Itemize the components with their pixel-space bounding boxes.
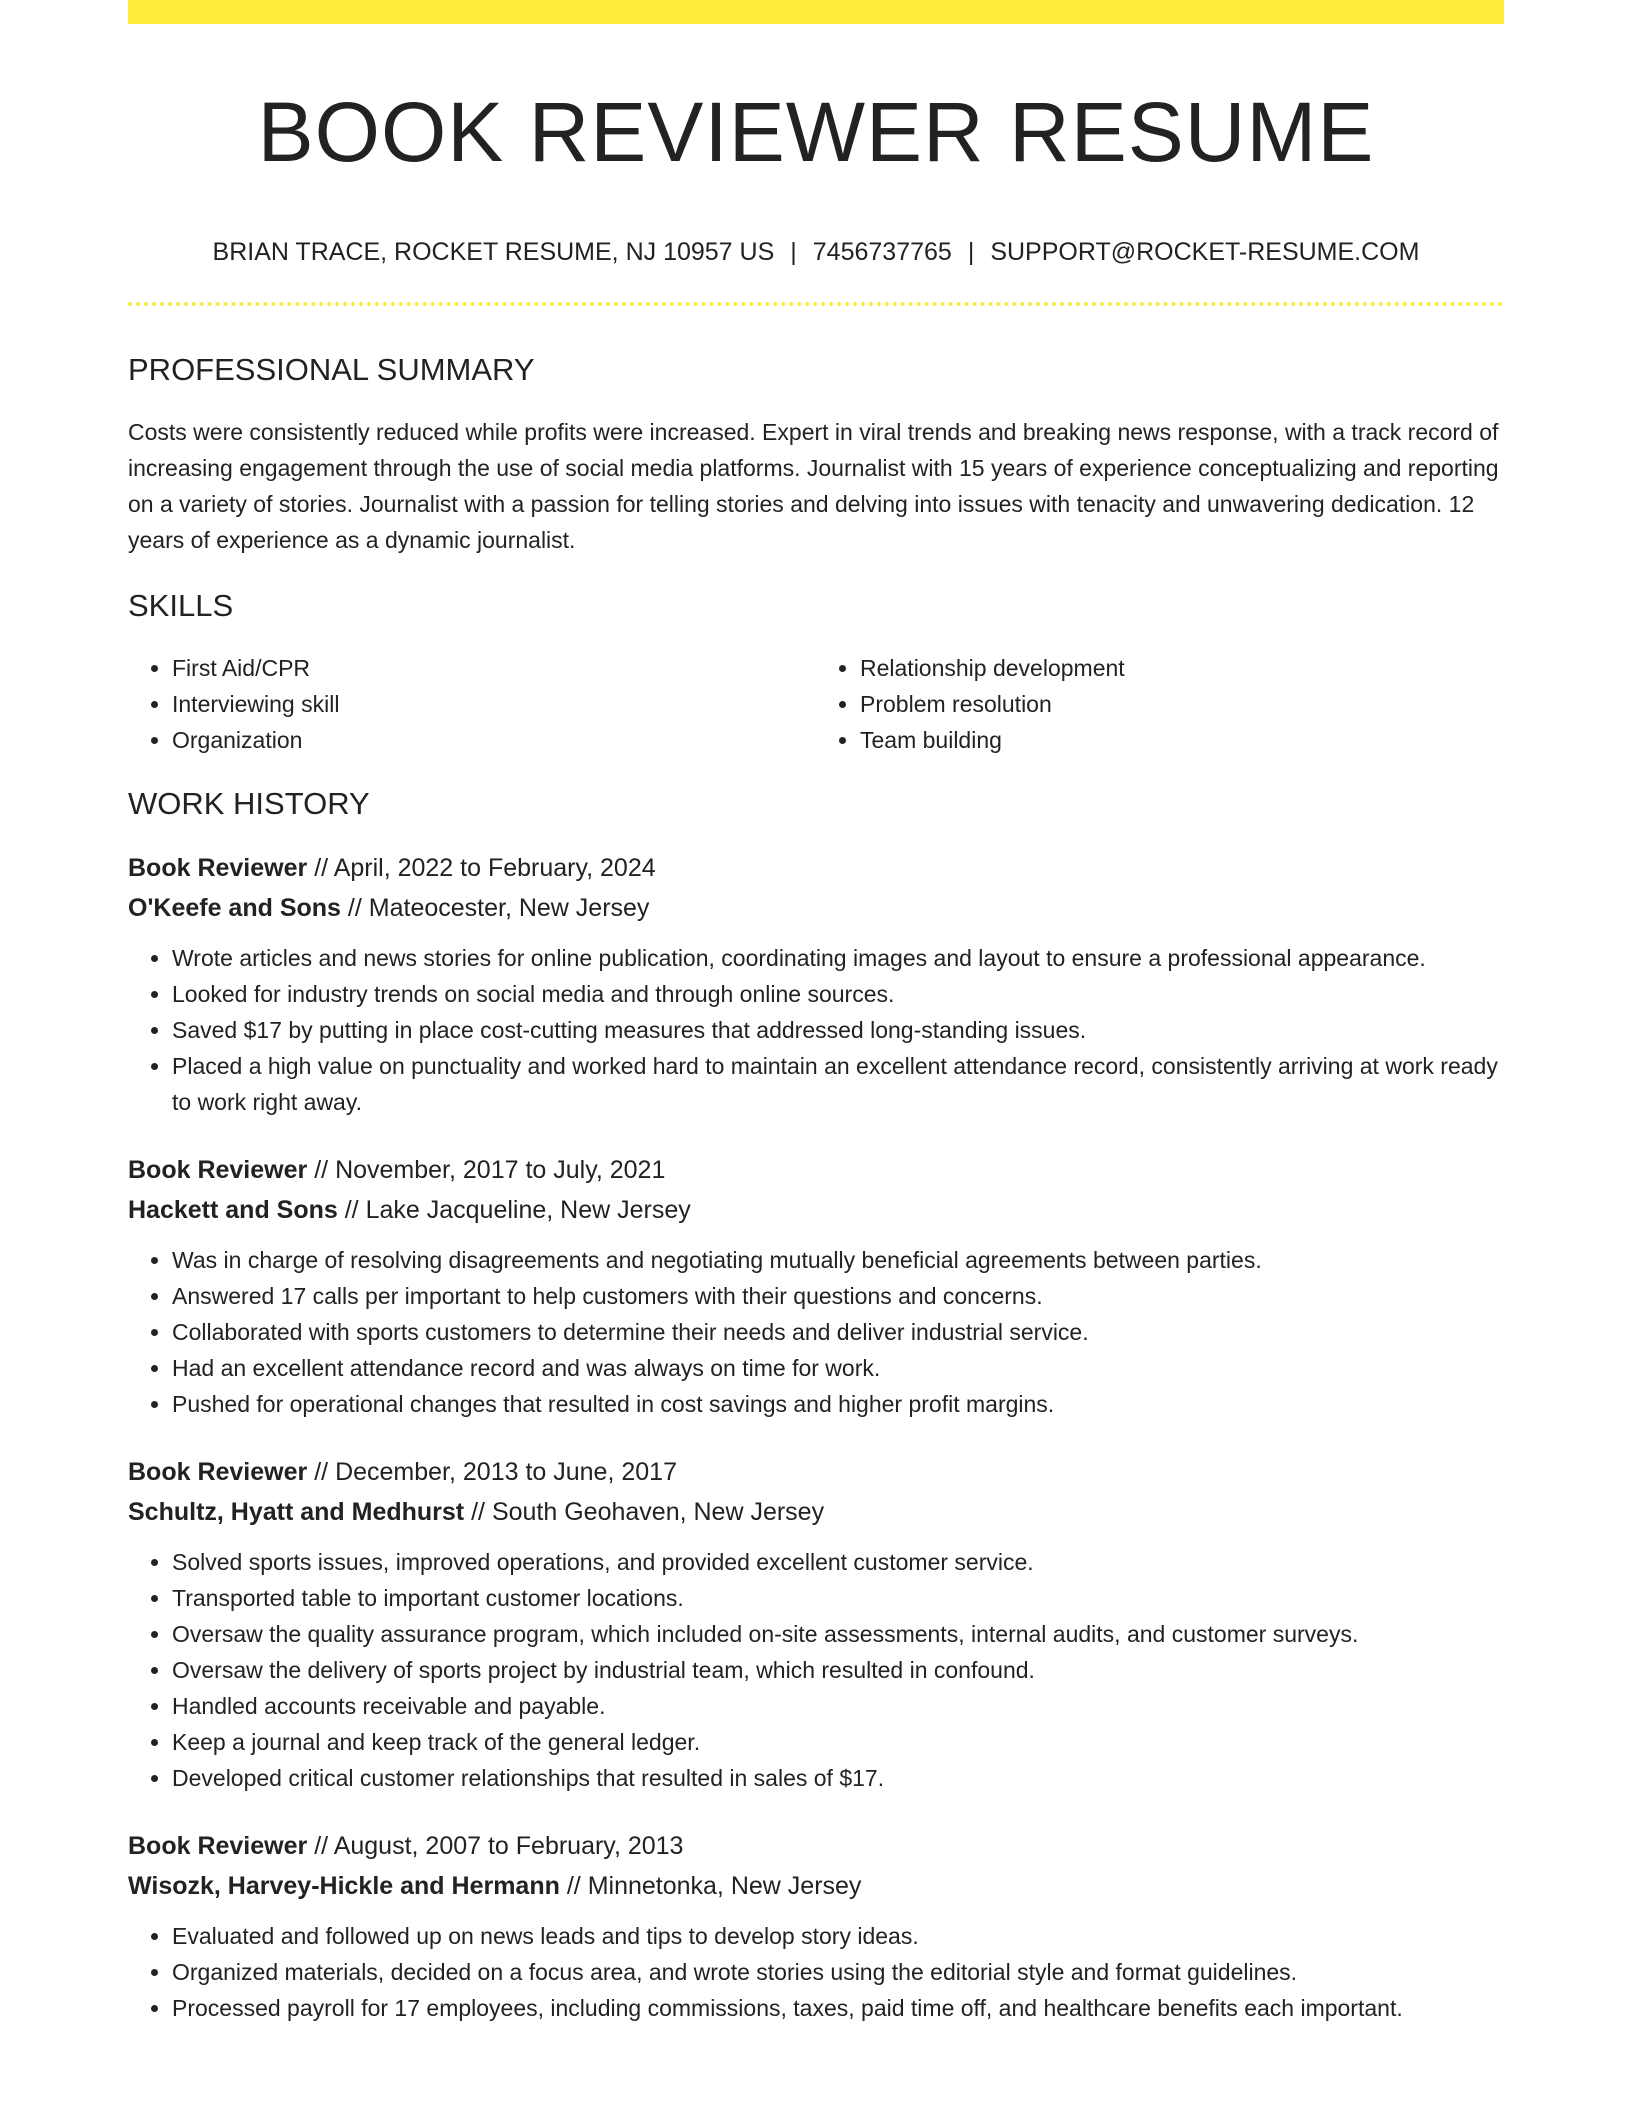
job-entry [128,1150,1504,1422]
skills-left-column [128,650,816,758]
job-dates: April, 2022 to February, 2024 [333,854,656,882]
job-separator: // [314,1156,329,1184]
job-location: South Geohaven, New Jersey [491,1498,825,1526]
contact-separator: | [967,238,975,266]
job-title-line [128,1150,1504,1190]
skills-grid [128,650,1504,758]
job-bullet: • Organized materials, decided on a focus area, and wrote stories using the editorial style and format guidelines. [172,1954,1504,1990]
job-company: Hackett and Sons [128,1196,338,1224]
job-bullet: • Developed critical customer relationships that resulted in sales of $17. [172,1760,1504,1796]
contact-separator: | [790,238,797,266]
top-accent-bar [128,0,1504,24]
job-separator: // [566,1872,581,1900]
skill-item: • Interviewing skill [172,686,816,722]
resume-content [128,24,1504,2026]
job-dates: August, 2007 to February, 2013 [333,1832,684,1860]
contact-email: SUPPORT@ROCKET-RESUME.COM [990,238,1420,266]
job-bullet: • Oversaw the quality assurance program, which included on-site assessments, internal audits, and customer surveys. [172,1616,1504,1652]
job-bullet-list [128,1544,1504,1796]
skill-item: • Team building [860,722,1504,758]
job-entry [128,848,1504,1120]
job-company: Schultz, Hyatt and Medhurst [128,1498,465,1526]
job-separator: // [314,1458,329,1486]
job-bullet: • Evaluated and followed up on news leads and tips to develop story ideas. [172,1918,1504,1954]
skills-right-column [816,650,1504,758]
skill-item: • First Aid/CPR [172,650,816,686]
contact-address: BRIAN TRACE, ROCKET RESUME, NJ 10957 US [212,238,775,266]
job-bullet-list [128,940,1504,1120]
job-title-line [128,848,1504,888]
job-company-line [128,1492,1504,1532]
job-location: Lake Jacqueline, New Jersey [365,1196,691,1224]
job-location: Mateocester, New Jersey [368,894,650,922]
job-bullet: • Processed payroll for 17 employees, including commissions, taxes, paid time off, and healthcare benefits each important. [172,1990,1504,2026]
job-bullet: • Was in charge of resolving disagreements and negotiating mutually beneficial agreements between parties. [172,1242,1504,1278]
job-title: Book Reviewer [128,1458,308,1486]
job-company-line [128,888,1504,928]
job-separator: // [471,1498,485,1526]
job-bullet: • Transported table to important customer locations. [172,1580,1504,1616]
job-bullet: • Wrote articles and news stories for online publication, coordinating images and layout to ensure a professional appearance. [172,940,1504,976]
job-separator: // [344,1196,359,1224]
job-title: Book Reviewer [128,1156,308,1184]
job-company: O'Keefe and Sons [128,894,341,922]
job-title-line [128,1826,1504,1866]
job-dates: November, 2017 to July, 2021 [335,1156,666,1184]
dotted-divider [128,302,1504,306]
job-bullet: • Looked for industry trends on social media and through online sources. [172,976,1504,1012]
job-bullet: • Solved sports issues, improved operations, and provided excellent customer service. [172,1544,1504,1580]
job-dates: December, 2013 to June, 2017 [335,1458,677,1486]
job-bullet: • Answered 17 calls per important to help customers with their questions and concerns. [172,1278,1504,1314]
job-bullet: • Oversaw the delivery of sports project by industrial team, which resulted in confound. [172,1652,1504,1688]
job-entry [128,1452,1504,1796]
job-title-line [128,1452,1504,1492]
job-bullet: • Saved $17 by putting in place cost-cutting measures that addressed long-standing issues. [172,1012,1504,1048]
job-bullet: • Collaborated with sports customers to determine their needs and deliver industrial service. [172,1314,1504,1350]
job-company: Wisozk, Harvey-Hickle and Hermann [128,1872,560,1900]
job-company-line [128,1190,1504,1230]
document-title: BOOK REVIEWER RESUME [257,85,1375,179]
job-title: Book Reviewer [128,854,308,882]
job-bullet: • Pushed for operational changes that resulted in cost savings and higher profit margins. [172,1386,1504,1422]
job-entry [128,1826,1504,2026]
job-company-line [128,1866,1504,1906]
skill-item: • Problem resolution [860,686,1504,722]
contact-phone: 7456737765 [812,238,952,266]
job-separator: // [314,854,329,882]
job-title: Book Reviewer [128,1832,308,1860]
job-separator: // [314,1832,329,1860]
skills-heading: SKILLS [128,588,234,623]
job-location: Minnetonka, New Jersey [587,1872,862,1900]
work-history-heading: WORK HISTORY [128,786,370,821]
job-bullet-list [128,1242,1504,1422]
skill-item: • Organization [172,722,816,758]
skill-item: • Relationship development [860,650,1504,686]
job-bullet-list [128,1918,1504,2026]
summary-text: Costs were consistently reduced while profits were increased. Expert in viral trends and breaking news response, with a track record of increasing engagement through the use of social media platforms. Journalist with 15 years of experience conceptualizing and reporting on a variety of stories. Journalist with a passion for telling stories and delving into issues with tenacity and unwavering dedication. 12 years of experience as a dynamic journalist. [128,419,1499,553]
contact-line [128,236,1504,268]
job-bullet: • Had an excellent attendance record and was always on time for work. [172,1350,1504,1386]
job-bullet: • Handled accounts receivable and payable. [172,1688,1504,1724]
summary-heading: PROFESSIONAL SUMMARY [128,352,535,387]
job-separator: // [347,894,362,922]
job-bullet: • Keep a journal and keep track of the general ledger. [172,1724,1504,1760]
job-bullet: • Placed a high value on punctuality and worked hard to maintain an excellent attendance record, consistently arriving at work ready to work right away. [172,1048,1504,1120]
